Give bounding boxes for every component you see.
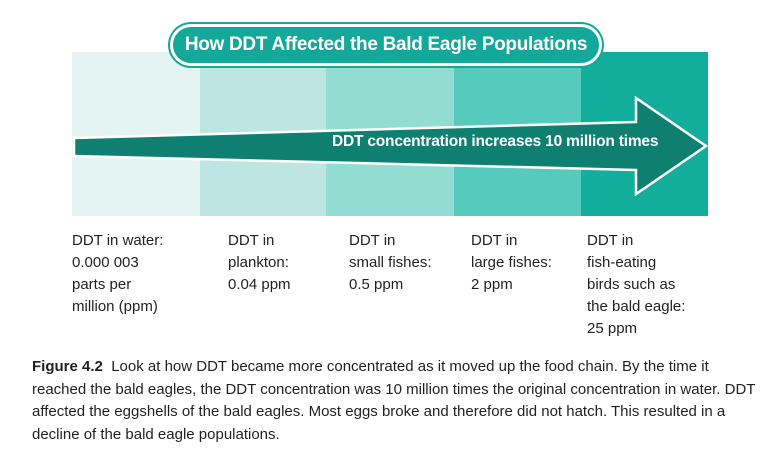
stage-line: 0.04 ppm [228,276,291,293]
stage-line: small fishes: [349,254,432,271]
stage-line: 25 ppm [587,320,638,337]
stage-plankton [228,230,291,296]
figure-caption [32,356,760,446]
stage-line: DDT in [349,232,396,249]
stage-line: the bald eagle: [587,298,686,315]
ddt-diagram [0,0,782,230]
figure-label: Figure 4.2 [32,358,103,375]
stage-bald-eagle [587,230,685,340]
stage-line: fish-eating [587,254,657,271]
stage-line: 0.5 ppm [349,276,404,293]
stage-line: parts per [72,276,132,293]
stage-water [72,230,163,318]
stage-small-fishes [349,230,432,296]
stage-large-fishes [471,230,552,296]
stage-line: 2 ppm [471,276,513,293]
stage-line: DDT in water: [72,232,164,249]
stage-line: plankton: [228,254,289,271]
arrow-label: DDT concentration increases 10 million times [332,133,659,150]
stage-line: million (ppm) [72,298,158,315]
stage-line: DDT in [471,232,518,249]
caption-text: Look at how DDT became more concentrated as it moved up the food chain. By the time it reached the bald eagles, the DDT concentration was 10 million times the original concentration in water. DDT affected the eggshells of the bald eagles. Most eggs broke and therefore did not hatch. This resulted in a decline of the bald eagle populations. [32,358,756,443]
stage-line: 0.000 003 [72,254,139,271]
stage-line: birds such as [587,276,676,293]
stage-line: large fishes: [471,254,552,271]
title-banner [170,24,602,66]
diagram-title: How DDT Affected the Bald Eagle Populations [184,34,588,55]
stage-line: DDT in [228,232,275,249]
stage-line: DDT in [587,232,634,249]
